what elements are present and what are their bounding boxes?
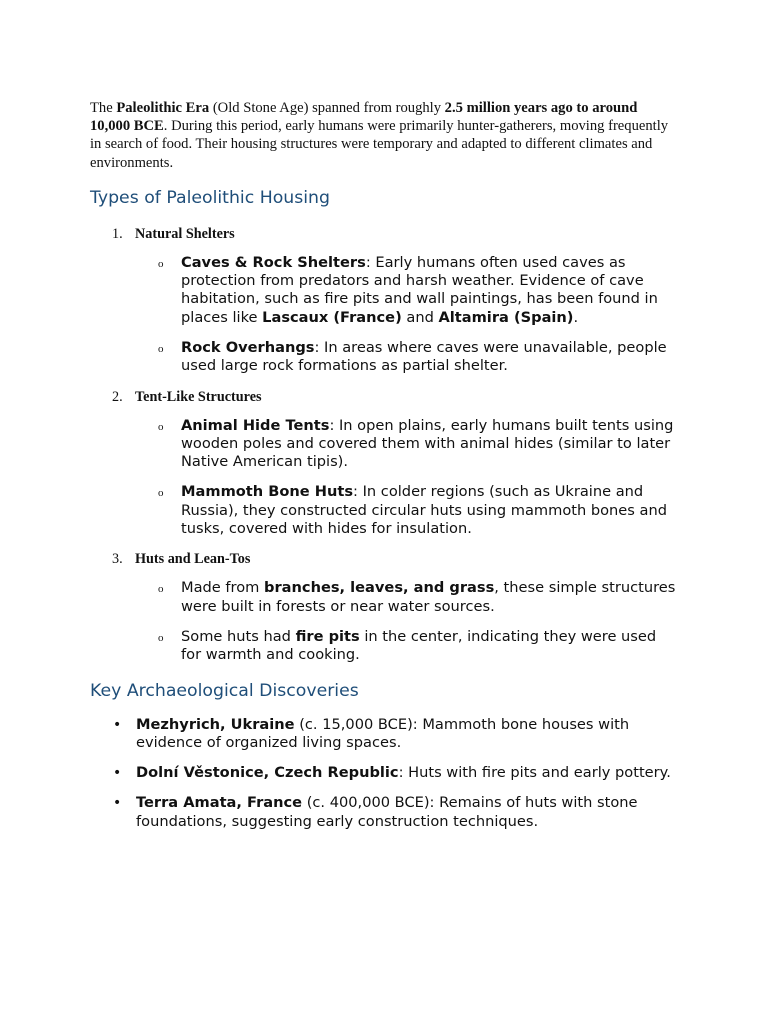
category-item (90, 417, 676, 472)
discovery-item (90, 794, 676, 831)
bullet-icon: • (113, 795, 122, 812)
category-item (90, 339, 676, 376)
housing-types-list (90, 225, 676, 665)
hollow-bullet-icon: o (158, 257, 164, 270)
category-number: 2. (112, 388, 123, 405)
bold-text: Animal Hide Tents (181, 416, 330, 434)
category-title-row (90, 550, 676, 568)
body-text: : Early humans often used caves as protection from predators and harsh weather. Evidence of cave habitation, such as fire pits and wall paintings, has been found in places like (181, 253, 658, 326)
bold-text: branches, leaves, and grass (264, 579, 495, 597)
body-text: in the center, indicating they were used for warmth and cooking. (181, 627, 657, 664)
housing-category (90, 388, 676, 539)
hollow-bullet-icon: o (158, 343, 164, 355)
hollow-bullet-icon: o (158, 487, 164, 500)
bold-text: fire pits (295, 627, 360, 645)
category-item (90, 483, 676, 538)
body-text: Some huts had (181, 627, 296, 645)
category-number: 1. (112, 225, 123, 242)
bold-text: Caves & Rock Shelters (181, 253, 366, 271)
category-item (90, 579, 676, 616)
category-title-row (90, 388, 676, 406)
category-item (90, 628, 676, 665)
bold-text: Mezhyrich, Ukraine (136, 715, 295, 733)
body-text: . (573, 308, 579, 326)
body-text: : In colder regions (such as Ukraine and Russia), they constructed circular huts using mammoth bones and tusks, covered with hides for insulation. (181, 483, 667, 538)
bold-text: Lascaux (France) (262, 308, 402, 326)
section-heading-discoveries: Key Archaeological Discoveries (90, 680, 359, 701)
body-text: : Huts with fire pits and early pottery. (398, 764, 671, 782)
category-items (90, 254, 676, 376)
bullet-icon: • (113, 716, 122, 733)
hollow-bullet-icon: o (158, 583, 164, 596)
intro-bold-timespan: 2.5 million years ago to around 10,000 BCE (90, 100, 638, 135)
intro-text: The (90, 100, 117, 116)
bold-text: Terra Amata, France (136, 794, 303, 812)
section-heading-types: Types of Paleolithic Housing (90, 187, 330, 208)
intro-paragraph (90, 99, 676, 172)
discoveries-list (90, 716, 676, 831)
body-text: : In areas where caves were unavailable, people used large rock formations as partial shelter. (181, 339, 667, 375)
intro-text: . During this period, early humans were primarily hunter-gatherers, moving frequently in search of food. Their housing structures were temporary and adapted to different climates and environments. (90, 118, 669, 171)
body-text: and (401, 308, 439, 326)
intro-bold-era: Paleolithic Era (116, 100, 210, 116)
intro-text: (Old Stone Age) spanned from roughly (209, 100, 445, 116)
bold-text: Altamira (Spain) (438, 308, 574, 326)
body-text: (c. 400,000 BCE): Remains of huts with stone foundations, suggesting early construction techniques. (136, 794, 638, 830)
bold-text: Rock Overhangs (181, 339, 315, 356)
body-text: Made from (181, 579, 265, 597)
bold-text: Dolní Věstonice, Czech Republic (136, 764, 399, 782)
bold-text: Mammoth Bone Huts (181, 483, 354, 501)
body-text: : In open plains, early humans built tents using wooden poles and covered them with animal hides (similar to later Native American tipis). (181, 416, 674, 471)
housing-category (90, 225, 676, 376)
hollow-bullet-icon: o (158, 420, 164, 433)
discovery-item (90, 716, 676, 753)
housing-category (90, 550, 676, 664)
category-title: Tent-Like Structures (135, 388, 262, 405)
category-title: Huts and Lean-Tos (135, 551, 251, 568)
category-title: Natural Shelters (135, 225, 235, 242)
document-page (90, 99, 676, 831)
body-text: (c. 15,000 BCE): Mammoth bone houses with evidence of organized living spaces. (136, 715, 630, 751)
category-number: 3. (112, 551, 123, 568)
category-items (90, 417, 676, 539)
hollow-bullet-icon: o (158, 631, 164, 644)
body-text: , these simple structures were built in forests or near water sources. (181, 579, 676, 615)
bullet-icon: • (113, 765, 122, 782)
category-title-row (90, 225, 676, 243)
discovery-item (90, 764, 676, 782)
category-item (90, 254, 676, 327)
category-items (90, 579, 676, 664)
